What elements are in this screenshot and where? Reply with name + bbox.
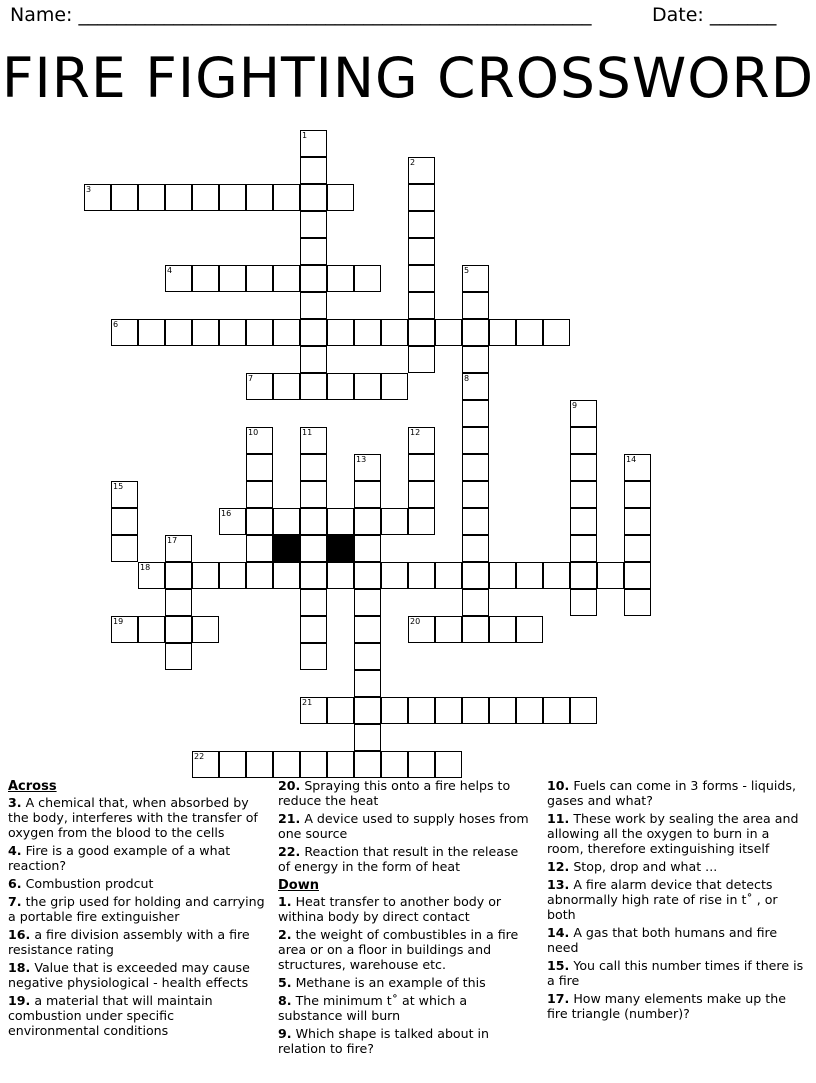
- clue-text: Which shape is talked about in relation to fire?: [278, 1026, 490, 1056]
- clue-number-label: 16.: [8, 927, 31, 942]
- clue-number-label: 22.: [278, 844, 301, 859]
- crossword-cell[interactable]: [246, 265, 273, 292]
- crossword-cell[interactable]: [246, 562, 273, 589]
- crossword-cell[interactable]: [462, 616, 489, 643]
- clue-text: Fire is a good example of a what reaction?: [8, 843, 231, 873]
- across-heading: Across: [8, 779, 57, 794]
- clue-number: 6: [113, 320, 119, 329]
- crossword-cell[interactable]: [192, 616, 219, 643]
- clue: [547, 811, 805, 856]
- crossword-cell[interactable]: [165, 616, 192, 643]
- crossword-cell[interactable]: [489, 697, 516, 724]
- crossword-cell[interactable]: [489, 562, 516, 589]
- clue-text: The minimum t˚ at which a substance will burn: [278, 993, 468, 1023]
- crossword-cell[interactable]: [219, 319, 246, 346]
- crossword-cell[interactable]: [435, 616, 462, 643]
- crossword-cell[interactable]: [111, 319, 138, 346]
- crossword-cell[interactable]: [462, 346, 489, 373]
- crossword-cell[interactable]: [246, 481, 273, 508]
- clue-text: You call this number times if there is a fire: [547, 958, 804, 988]
- across-clue-list: [8, 795, 266, 1038]
- crossword-cell[interactable]: [219, 184, 246, 211]
- clues-column-3: [547, 778, 805, 1024]
- clue: [547, 778, 805, 808]
- clue-number: 13: [356, 455, 367, 464]
- crossword-cell[interactable]: [543, 562, 570, 589]
- clue: [547, 958, 805, 988]
- clue-number-label: 3.: [8, 795, 22, 810]
- crossword-cell[interactable]: [327, 319, 354, 346]
- crossword-cell[interactable]: [246, 319, 273, 346]
- crossword-cell[interactable]: [111, 184, 138, 211]
- clue-number-label: 5.: [278, 975, 292, 990]
- clue-number-label: 6.: [8, 876, 22, 891]
- crossword-cell[interactable]: [408, 211, 435, 238]
- clue-number-label: 9.: [278, 1026, 292, 1041]
- crossword-cell[interactable]: [570, 454, 597, 481]
- clue-text: Value that is exceeded may cause negative physiological - health effects: [8, 960, 250, 990]
- crossword-cell[interactable]: [354, 373, 381, 400]
- crossword-cell[interactable]: [300, 481, 327, 508]
- crossword-cell[interactable]: [273, 508, 300, 535]
- clues-column-2: [278, 778, 534, 1059]
- crossword-cell[interactable]: [300, 238, 327, 265]
- crossword-cell[interactable]: [300, 130, 327, 157]
- crossword-cell[interactable]: [300, 616, 327, 643]
- crossword-cell[interactable]: [381, 751, 408, 778]
- crossword-cell[interactable]: [300, 562, 327, 589]
- crossword-cell[interactable]: [597, 562, 624, 589]
- clue-number-label: 1.: [278, 894, 292, 909]
- clue-number: 1: [302, 131, 308, 140]
- clue: [8, 894, 266, 924]
- crossword-cell[interactable]: [435, 562, 462, 589]
- crossword-cell[interactable]: [570, 481, 597, 508]
- crossword-cell[interactable]: [462, 373, 489, 400]
- clue-text: Spraying this onto a fire helps to reduce the heat: [278, 778, 511, 808]
- clue-number-label: 17.: [547, 991, 570, 1006]
- crossword-cell[interactable]: [192, 751, 219, 778]
- crossword-cell[interactable]: [354, 319, 381, 346]
- clue-number-label: 21.: [278, 811, 301, 826]
- clue-number: 2: [410, 158, 416, 167]
- crossword-cell[interactable]: [246, 427, 273, 454]
- clue-number: 18: [140, 563, 151, 572]
- crossword-cell[interactable]: [408, 508, 435, 535]
- crossword-cell[interactable]: [246, 373, 273, 400]
- crossword-cell[interactable]: [381, 508, 408, 535]
- crossword-cell[interactable]: [327, 265, 354, 292]
- crossword-cell[interactable]: [408, 616, 435, 643]
- clue: [8, 876, 266, 891]
- clue-number: 4: [167, 266, 173, 275]
- crossword-cell[interactable]: [435, 697, 462, 724]
- clue: [278, 993, 534, 1023]
- crossword-cell[interactable]: [354, 616, 381, 643]
- crossword-cell[interactable]: [516, 562, 543, 589]
- clue: [547, 877, 805, 922]
- crossword-cell[interactable]: [462, 454, 489, 481]
- clue-number: 9: [572, 401, 578, 410]
- clue-number: 21: [302, 698, 313, 707]
- clue-number-label: 14.: [547, 925, 570, 940]
- crossword-cell[interactable]: [408, 292, 435, 319]
- crossword-cell[interactable]: [138, 562, 165, 589]
- crossword-cell[interactable]: [624, 454, 651, 481]
- crossword-cell[interactable]: [192, 319, 219, 346]
- crossword-cell[interactable]: [111, 481, 138, 508]
- clue-text: A chemical that, when absorbed by the body, interferes with the transfer of oxygen from the blood to the cells: [8, 795, 258, 840]
- crossword-cell[interactable]: [300, 319, 327, 346]
- clue-number: 5: [464, 266, 470, 275]
- crossword-cell[interactable]: [381, 562, 408, 589]
- crossword-cell[interactable]: [543, 319, 570, 346]
- crossword-cell[interactable]: [462, 427, 489, 454]
- crossword-cell[interactable]: [354, 751, 381, 778]
- crossword-cell[interactable]: [246, 508, 273, 535]
- crossword-cell[interactable]: [354, 508, 381, 535]
- crossword-cell[interactable]: [165, 562, 192, 589]
- crossword-cell[interactable]: [219, 562, 246, 589]
- crossword-cell[interactable]: [624, 589, 651, 616]
- clue: [8, 927, 266, 957]
- clue-number: 20: [410, 617, 421, 626]
- crossword-cell[interactable]: [570, 697, 597, 724]
- clue-text: Methane is an example of this: [291, 975, 486, 990]
- clue-number: 17: [167, 536, 178, 545]
- crossword-cell[interactable]: [462, 535, 489, 562]
- crossword-cell[interactable]: [408, 427, 435, 454]
- blocked-cell: [327, 535, 354, 562]
- clue: [278, 927, 534, 972]
- clue: [278, 975, 534, 990]
- crossword-cell[interactable]: [246, 184, 273, 211]
- crossword-cell[interactable]: [327, 373, 354, 400]
- crossword-cell[interactable]: [462, 481, 489, 508]
- clue-text: Heat transfer to another body or withina body by direct contact: [278, 894, 502, 924]
- crossword-cell[interactable]: [300, 697, 327, 724]
- clue-number-label: 15.: [547, 958, 570, 973]
- crossword-cell[interactable]: [408, 454, 435, 481]
- crossword-cell[interactable]: [219, 751, 246, 778]
- crossword-cell[interactable]: [570, 400, 597, 427]
- crossword-cell[interactable]: [219, 265, 246, 292]
- crossword-cell[interactable]: [381, 319, 408, 346]
- crossword-cell[interactable]: [300, 211, 327, 238]
- crossword-cell[interactable]: [273, 184, 300, 211]
- crossword-cell[interactable]: [570, 508, 597, 535]
- crossword-cell[interactable]: [327, 751, 354, 778]
- clue-text: A device used to supply hoses from one source: [278, 811, 529, 841]
- crossword-cell[interactable]: [273, 319, 300, 346]
- crossword-cell[interactable]: [300, 508, 327, 535]
- clue: [8, 960, 266, 990]
- date-field[interactable]: Date: _______: [652, 4, 777, 26]
- clues-column-1: [8, 778, 266, 1041]
- crossword-cell[interactable]: [408, 562, 435, 589]
- crossword-cell[interactable]: [165, 535, 192, 562]
- name-field[interactable]: Name: ______________________________________________________: [10, 4, 592, 26]
- page-title: FIRE FIGHTING CROSSWORD: [1, 46, 815, 110]
- crossword-cell[interactable]: [300, 184, 327, 211]
- crossword-cell[interactable]: [111, 535, 138, 562]
- crossword-cell[interactable]: [327, 184, 354, 211]
- clue-number: 12: [410, 428, 421, 437]
- down-heading: Down: [278, 878, 319, 893]
- crossword-cell[interactable]: [273, 751, 300, 778]
- clue-number-label: 4.: [8, 843, 22, 858]
- clue-number: 15: [113, 482, 124, 491]
- clue-text: A gas that both humans and fire need: [547, 925, 778, 955]
- crossword-cell[interactable]: [165, 319, 192, 346]
- clue-number-label: 7.: [8, 894, 22, 909]
- clue-number: 16: [221, 509, 232, 518]
- crossword-cell[interactable]: [192, 184, 219, 211]
- crossword-cell[interactable]: [354, 724, 381, 751]
- clue-text: a fire division assembly with a fire resistance rating: [8, 927, 250, 957]
- crossword-cell[interactable]: [273, 265, 300, 292]
- across-clue-list-continued: [278, 778, 534, 874]
- clue-text: These work by sealing the area and allowing all the oxygen to burn in a room, therefore extinguishing itself: [547, 811, 799, 856]
- crossword-cell[interactable]: [624, 535, 651, 562]
- crossword-cell[interactable]: [408, 751, 435, 778]
- clue-text: Fuels can come in 3 forms - liquids, gases and what?: [547, 778, 796, 808]
- crossword-cell[interactable]: [354, 670, 381, 697]
- crossword-cell[interactable]: [462, 400, 489, 427]
- clue-text: Combustion prodcut: [21, 876, 154, 891]
- crossword-cell[interactable]: [381, 697, 408, 724]
- crossword-cell[interactable]: [327, 562, 354, 589]
- crossword-cell[interactable]: [462, 508, 489, 535]
- crossword-cell[interactable]: [354, 589, 381, 616]
- clue-text: a material that will maintain combustion under specific environmental conditions: [8, 993, 213, 1038]
- clue: [547, 925, 805, 955]
- crossword-cell[interactable]: [300, 157, 327, 184]
- clue-text: A fire alarm device that detects abnormally high rate of rise in t˚ , or both: [547, 877, 778, 922]
- crossword-cell[interactable]: [462, 562, 489, 589]
- crossword-cell[interactable]: [138, 184, 165, 211]
- crossword-cell[interactable]: [327, 697, 354, 724]
- crossword-cell[interactable]: [408, 157, 435, 184]
- clue-number-label: 12.: [547, 859, 570, 874]
- clue: [8, 843, 266, 873]
- crossword-cell[interactable]: [246, 751, 273, 778]
- crossword-cell[interactable]: [300, 265, 327, 292]
- crossword-cell[interactable]: [543, 697, 570, 724]
- crossword-cell[interactable]: [408, 697, 435, 724]
- crossword-cell[interactable]: [246, 535, 273, 562]
- crossword-cell[interactable]: [300, 454, 327, 481]
- crossword-cell[interactable]: [327, 508, 354, 535]
- crossword-cell[interactable]: [273, 562, 300, 589]
- crossword-cell[interactable]: [165, 265, 192, 292]
- clue: [8, 795, 266, 840]
- clue-text: the weight of combustibles in a fire area or on a floor in buildings and structures, warehouse etc.: [278, 927, 519, 972]
- crossword-cell[interactable]: [435, 319, 462, 346]
- crossword-cell[interactable]: [624, 481, 651, 508]
- crossword-cell[interactable]: [354, 697, 381, 724]
- clue-text: the grip used for holding and carrying a portable fire extinguisher: [8, 894, 265, 924]
- clue-number-label: 11.: [547, 811, 570, 826]
- crossword-cell[interactable]: [381, 373, 408, 400]
- clue: [547, 859, 805, 874]
- clue-number-label: 10.: [547, 778, 570, 793]
- crossword-cell[interactable]: [570, 535, 597, 562]
- crossword-cell[interactable]: [300, 292, 327, 319]
- crossword-cell[interactable]: [408, 265, 435, 292]
- crossword-cell[interactable]: [516, 616, 543, 643]
- crossword-cell[interactable]: [462, 697, 489, 724]
- crossword-cell[interactable]: [111, 508, 138, 535]
- clue-text: Reaction that result in the release of energy in the form of heat: [278, 844, 519, 874]
- crossword-cell[interactable]: [192, 562, 219, 589]
- crossword-cell[interactable]: [300, 535, 327, 562]
- crossword-cell[interactable]: [489, 616, 516, 643]
- clue-text: Stop, drop and what ...: [569, 859, 718, 874]
- crossword-cell[interactable]: [570, 427, 597, 454]
- crossword-cell[interactable]: [462, 589, 489, 616]
- clue: [547, 991, 805, 1021]
- clue-number-label: 18.: [8, 960, 31, 975]
- crossword-cell[interactable]: [408, 184, 435, 211]
- down-clue-list: [278, 894, 534, 1056]
- clue-number: 3: [86, 185, 92, 194]
- clue-number: 14: [626, 455, 637, 464]
- crossword-cell[interactable]: [246, 454, 273, 481]
- clue-number-label: 20.: [278, 778, 301, 793]
- clue: [8, 993, 266, 1038]
- crossword-cell[interactable]: [219, 508, 246, 535]
- clue: [278, 844, 534, 874]
- clue-number-label: 8.: [278, 993, 292, 1008]
- crossword-cell[interactable]: [570, 589, 597, 616]
- crossword-cell[interactable]: [408, 481, 435, 508]
- crossword-cell[interactable]: [300, 589, 327, 616]
- crossword-cell[interactable]: [408, 346, 435, 373]
- crossword-cell[interactable]: [84, 184, 111, 211]
- crossword-cell[interactable]: [165, 643, 192, 670]
- clue: [278, 894, 534, 924]
- crossword-cell[interactable]: [300, 643, 327, 670]
- crossword-cell[interactable]: [300, 751, 327, 778]
- crossword-cell[interactable]: [354, 265, 381, 292]
- clue: [278, 811, 534, 841]
- crossword-cell[interactable]: [138, 319, 165, 346]
- crossword-cell[interactable]: [354, 562, 381, 589]
- crossword-cell[interactable]: [111, 616, 138, 643]
- clue-number: 8: [464, 374, 470, 383]
- clue: [278, 1026, 534, 1056]
- crossword-cell[interactable]: [354, 535, 381, 562]
- clue-number: 19: [113, 617, 124, 626]
- crossword-cell[interactable]: [624, 562, 651, 589]
- crossword-cell[interactable]: [408, 319, 435, 346]
- crossword-cell[interactable]: [300, 427, 327, 454]
- down-clue-list-continued: [547, 778, 805, 1021]
- crossword-cell[interactable]: [300, 346, 327, 373]
- blocked-cell: [273, 535, 300, 562]
- crossword-cell[interactable]: [354, 454, 381, 481]
- crossword-cell[interactable]: [489, 319, 516, 346]
- crossword-cell[interactable]: [165, 184, 192, 211]
- clue-number: 10: [248, 428, 259, 437]
- clue: [278, 778, 534, 808]
- crossword-cell[interactable]: [624, 508, 651, 535]
- crossword-cell[interactable]: [462, 292, 489, 319]
- crossword-cell[interactable]: [516, 697, 543, 724]
- clue-number-label: 2.: [278, 927, 292, 942]
- crossword-cell[interactable]: [354, 481, 381, 508]
- crossword-cell[interactable]: [435, 751, 462, 778]
- crossword-cell[interactable]: [462, 265, 489, 292]
- clue-number: 11: [302, 428, 313, 437]
- crossword-cell[interactable]: [570, 562, 597, 589]
- crossword-cell[interactable]: [462, 319, 489, 346]
- crossword-cell[interactable]: [516, 319, 543, 346]
- crossword-cell[interactable]: [138, 616, 165, 643]
- clue-number: 22: [194, 752, 205, 761]
- crossword-cell[interactable]: [354, 643, 381, 670]
- crossword-cell[interactable]: [165, 589, 192, 616]
- clue-number-label: 19.: [8, 993, 31, 1008]
- clue-text: How many elements make up the fire triangle (number)?: [547, 991, 786, 1021]
- crossword-cell[interactable]: [300, 373, 327, 400]
- clue-number-label: 13.: [547, 877, 570, 892]
- crossword-cell[interactable]: [192, 265, 219, 292]
- clue-number: 7: [248, 374, 254, 383]
- crossword-cell[interactable]: [273, 373, 300, 400]
- crossword-cell[interactable]: [408, 238, 435, 265]
